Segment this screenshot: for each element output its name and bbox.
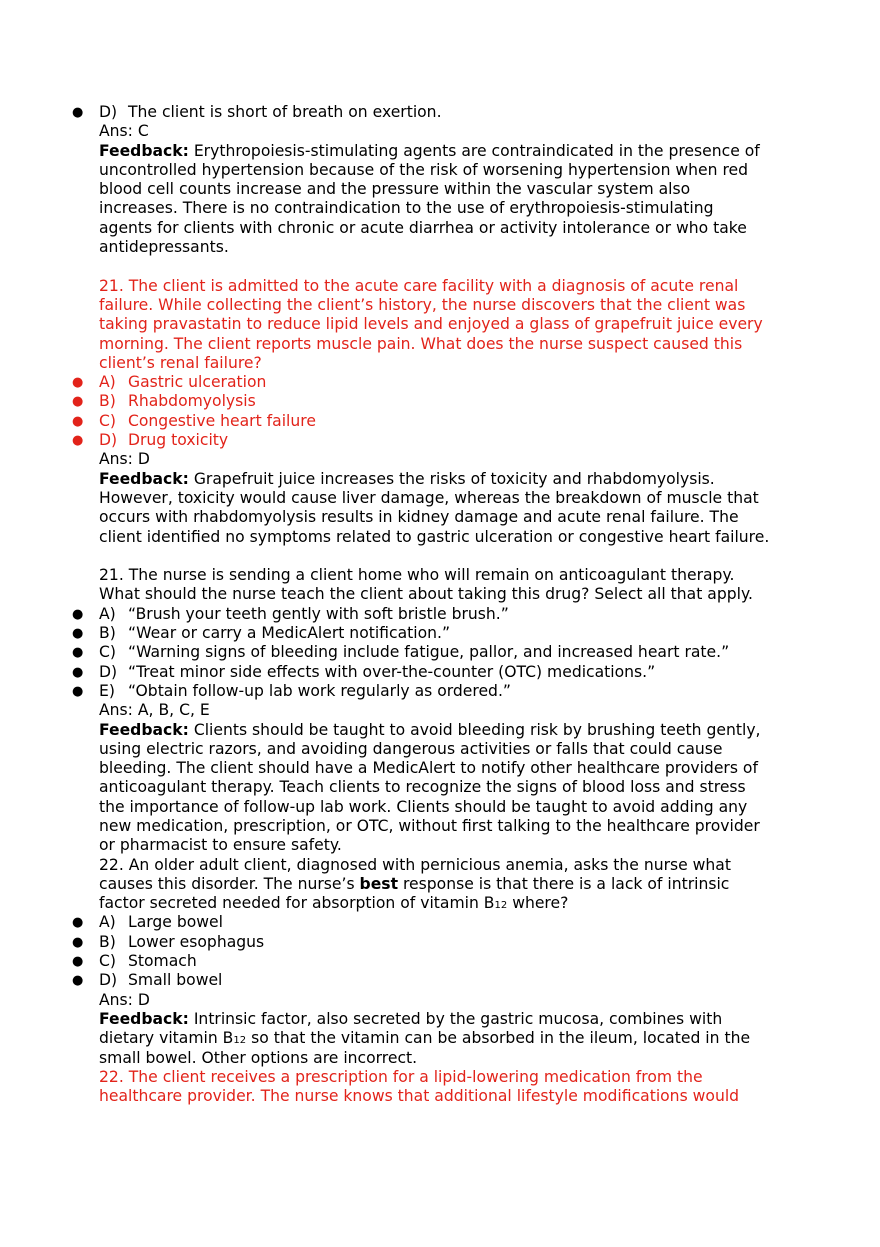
feedback-line: small bowel. Other options are incorrect. <box>99 1048 418 1067</box>
option-letter: A) <box>99 604 116 623</box>
option-text: “Brush your teeth gently with soft bristle brush.” <box>128 604 509 623</box>
answer-line: Ans: A, B, C, E <box>99 701 210 720</box>
option-text: The client is short of breath on exertion. <box>128 103 442 121</box>
option-line <box>0 663 880 682</box>
question-stem-line: 21. The client is admitted to the acute care facility with a diagnosis of acute renal <box>99 276 739 295</box>
option-text: Large bowel <box>128 913 223 932</box>
option-line <box>0 392 880 411</box>
option-text: Gastric ulceration <box>128 373 267 392</box>
option-line <box>0 373 880 392</box>
answer-line: Ans: D <box>99 450 150 469</box>
question-stem-line: client’s renal failure? <box>99 353 262 372</box>
option-letter: C) <box>99 952 116 971</box>
feedback-line: agents for clients with chronic or acute diarrhea or activity intolerance or who take <box>99 218 747 237</box>
spacer <box>0 257 880 276</box>
feedback-line: occurs with rhabdomyolysis results in kidney damage and acute renal failure. The <box>99 508 739 527</box>
feedback-line: or pharmacist to ensure safety. <box>99 836 342 855</box>
option-text: Small bowel <box>128 971 223 990</box>
bullet-icon: ● <box>72 375 84 391</box>
spacer <box>0 547 880 566</box>
bullet-icon: ● <box>72 915 84 931</box>
question-stem-line: failure. While collecting the client’s history, the nurse discovers that the client was <box>99 295 746 314</box>
bullet-icon: ● <box>72 105 84 120</box>
option-text: “Obtain follow-up lab work regularly as ordered.” <box>128 681 511 700</box>
option-text: Congestive heart failure <box>128 411 316 430</box>
option-text: “Wear or carry a MedicAlert notification.” <box>128 624 451 643</box>
feedback-label: Feedback: <box>99 469 189 488</box>
emphasis-text: best <box>359 874 399 893</box>
answer-line: Ans: D <box>99 990 150 1009</box>
question-stem-line: taking pravastatin to reduce lipid levels and enjoyed a glass of grapefruit juice every <box>99 315 763 334</box>
option-letter: B) <box>99 392 116 411</box>
option-line <box>0 913 880 932</box>
feedback-text: Grapefruit juice increases the risks of toxicity and rhabdomyolysis. <box>188 469 715 488</box>
feedback-line <box>0 1010 880 1029</box>
option-letter: C) <box>99 643 116 662</box>
feedback-line <box>0 470 880 489</box>
feedback-line: using electric razors, and avoiding dangerous activities or falls that could cause <box>99 739 723 758</box>
option-text: Stomach <box>128 952 197 971</box>
feedback-line <box>0 1029 880 1048</box>
option-text: “Treat minor side effects with over-the-counter (OTC) medications.” <box>128 662 656 681</box>
subscript-text: 12 <box>494 900 508 912</box>
feedback-text: dietary vitamin B <box>99 1029 234 1048</box>
option-letter: D) <box>99 971 118 990</box>
option-line <box>0 933 880 952</box>
feedback-line: bleeding. The client should have a MedicAlert to notify other healthcare providers of <box>99 759 758 778</box>
bullet-icon: ● <box>72 413 84 429</box>
stem-text: where? <box>507 894 569 913</box>
feedback-line <box>0 142 880 161</box>
document-page <box>0 103 880 1106</box>
option-letter: A) <box>99 373 116 392</box>
stem-text: causes this disorder. The nurse’s <box>99 874 360 893</box>
option-letter: D) <box>99 662 118 681</box>
option-letter: B) <box>99 932 116 951</box>
question-stem-line: 22. An older adult client, diagnosed with pernicious anemia, asks the nurse what <box>99 855 731 874</box>
feedback-line: However, toxicity would cause liver damage, whereas the breakdown of muscle that <box>99 488 759 507</box>
bullet-icon: ● <box>72 606 84 622</box>
option-letter: D) <box>99 431 118 450</box>
question-stem-line: 22. The client receives a prescription for a lipid-lowering medication from the <box>99 1067 703 1086</box>
bullet-icon: ● <box>72 954 84 970</box>
bullet-icon: ● <box>72 645 84 661</box>
option-line <box>0 605 880 624</box>
feedback-text: Intrinsic factor, also secreted by the gastric mucosa, combines with <box>188 1009 723 1028</box>
stem-text: response is that there is a lack of intrinsic <box>398 874 730 893</box>
question-stem-line <box>0 894 880 913</box>
feedback-line: increases. There is no contraindication to the use of erythropoiesis-stimulating <box>99 199 714 218</box>
bullet-icon: ● <box>72 973 84 989</box>
feedback-label: Feedback: <box>99 1009 189 1028</box>
feedback-line: antidepressants. <box>99 238 229 257</box>
option-line <box>0 103 880 122</box>
option-text: Rhabdomyolysis <box>128 392 256 411</box>
feedback-line: new medication, prescription, or OTC, without first talking to the healthcare provider <box>99 816 760 835</box>
feedback-label: Feedback: <box>99 141 189 160</box>
feedback-text: Clients should be taught to avoid bleeding risk by brushing teeth gently, <box>188 720 761 739</box>
feedback-line: the importance of follow-up lab work. Clients should be taught to avoid adding any <box>99 797 748 816</box>
option-letter: C) <box>99 411 116 430</box>
feedback-line <box>0 721 880 740</box>
option-line <box>0 643 880 662</box>
option-letter: A) <box>99 913 116 932</box>
option-letter: E) <box>99 681 115 700</box>
answer-line: Ans: C <box>99 122 149 141</box>
feedback-line: anticoagulant therapy. Teach clients to recognize the signs of blood loss and stress <box>99 778 746 797</box>
option-line <box>0 682 880 701</box>
question-stem-line: morning. The client reports muscle pain. What does the nurse suspect caused this <box>99 334 743 353</box>
feedback-line: uncontrolled hypertension because of the risk of worsening hypertension when red <box>99 160 749 179</box>
option-text: Lower esophagus <box>128 932 265 951</box>
bullet-icon: ● <box>72 626 84 642</box>
option-text: Drug toxicity <box>128 431 229 450</box>
option-line <box>0 624 880 643</box>
question-stem-line: healthcare provider. The nurse knows that additional lifestyle modifications would <box>99 1087 740 1106</box>
bullet-icon: ● <box>72 683 84 699</box>
bullet-icon: ● <box>72 394 84 410</box>
feedback-line: client identified no symptoms related to gastric ulceration or congestive heart failure. <box>99 527 770 546</box>
bullet-icon: ● <box>72 934 84 950</box>
feedback-label: Feedback: <box>99 720 189 739</box>
option-letter: B) <box>99 624 116 643</box>
question-stem-line <box>0 875 880 894</box>
subscript-text: 12 <box>233 1035 247 1047</box>
feedback-text: so that the vitamin can be absorbed in the ileum, located in the <box>246 1029 751 1048</box>
feedback-line: blood cell counts increase and the pressure within the vascular system also <box>99 180 691 199</box>
bullet-icon: ● <box>72 433 84 449</box>
option-text: “Warning signs of bleeding include fatigue, pallor, and increased heart rate.” <box>128 643 730 662</box>
question-stem-line: 21. The nurse is sending a client home who will remain on anticoagulant therapy. <box>99 566 735 585</box>
question-stem-line: What should the nurse teach the client about taking this drug? Select all that apply. <box>99 585 753 604</box>
bullet-icon: ● <box>72 664 84 680</box>
option-line <box>0 431 880 450</box>
feedback-text: Erythropoiesis-stimulating agents are contraindicated in the presence of <box>188 141 760 160</box>
option-line <box>0 971 880 990</box>
option-line <box>0 412 880 431</box>
stem-text: factor secreted needed for absorption of vitamin B <box>99 894 495 913</box>
option-line <box>0 952 880 971</box>
option-letter: D) <box>99 103 118 121</box>
